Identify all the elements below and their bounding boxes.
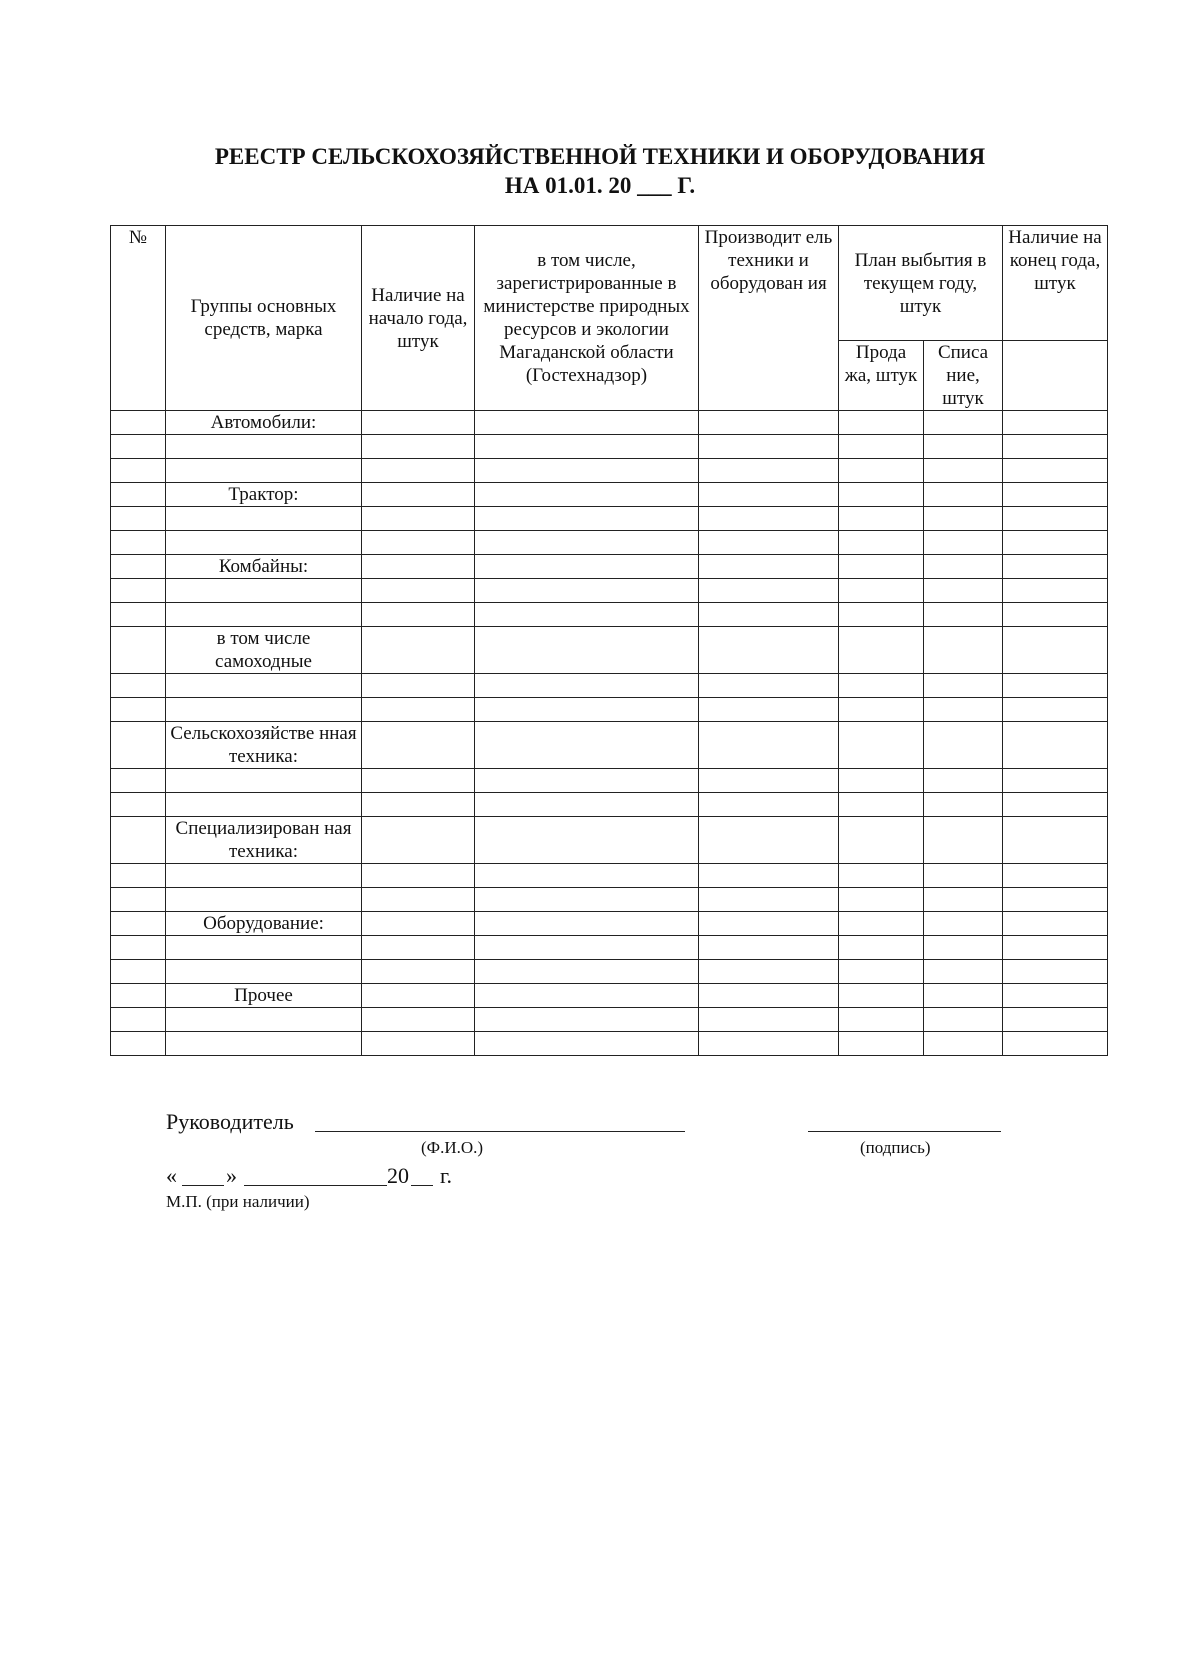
table-cell[interactable] bbox=[111, 912, 166, 936]
row-label bbox=[166, 698, 362, 722]
table-cell[interactable] bbox=[699, 722, 839, 769]
table-cell[interactable] bbox=[839, 603, 924, 627]
table-cell[interactable] bbox=[924, 627, 1003, 674]
table-row bbox=[111, 674, 1108, 698]
table-cell[interactable] bbox=[362, 1032, 475, 1056]
table-cell[interactable] bbox=[111, 864, 166, 888]
table-cell[interactable] bbox=[924, 555, 1003, 579]
table-cell[interactable] bbox=[475, 888, 699, 912]
table-cell[interactable] bbox=[111, 698, 166, 722]
stamp-note: М.П. (при наличии) bbox=[166, 1192, 310, 1211]
table-row bbox=[111, 507, 1108, 531]
row-label: Оборудование: bbox=[166, 912, 362, 936]
row-label: в том числе самоходные bbox=[166, 627, 362, 674]
table-cell[interactable] bbox=[362, 793, 475, 817]
table-cell[interactable] bbox=[699, 936, 839, 960]
table-cell[interactable] bbox=[924, 1032, 1003, 1056]
table-cell[interactable] bbox=[839, 579, 924, 603]
table-cell[interactable] bbox=[1003, 936, 1108, 960]
table-cell[interactable] bbox=[362, 459, 475, 483]
row-label bbox=[166, 603, 362, 627]
table-cell[interactable] bbox=[475, 722, 699, 769]
table-cell[interactable] bbox=[1003, 769, 1108, 793]
table-cell[interactable] bbox=[475, 912, 699, 936]
table-cell[interactable] bbox=[924, 984, 1003, 1008]
table-cell[interactable] bbox=[111, 960, 166, 984]
table-cell[interactable] bbox=[839, 411, 924, 435]
table-cell[interactable] bbox=[111, 1032, 166, 1056]
table-cell[interactable] bbox=[111, 555, 166, 579]
table-cell[interactable] bbox=[839, 817, 924, 864]
table-cell[interactable] bbox=[699, 603, 839, 627]
table-cell[interactable] bbox=[1003, 864, 1108, 888]
table-cell[interactable] bbox=[839, 984, 924, 1008]
table-cell[interactable] bbox=[839, 435, 924, 459]
document-title bbox=[0, 142, 1200, 200]
table-cell[interactable] bbox=[699, 864, 839, 888]
table-cell[interactable] bbox=[362, 674, 475, 698]
table-cell[interactable] bbox=[111, 888, 166, 912]
table-cell[interactable] bbox=[699, 912, 839, 936]
table-cell[interactable] bbox=[699, 531, 839, 555]
header-sale: Прода жа, штук bbox=[839, 341, 924, 411]
table-cell[interactable] bbox=[111, 1008, 166, 1032]
table-cell[interactable] bbox=[1003, 698, 1108, 722]
table-row bbox=[111, 793, 1108, 817]
table-cell[interactable] bbox=[475, 435, 699, 459]
table-cell[interactable] bbox=[111, 984, 166, 1008]
table-cell[interactable] bbox=[839, 1032, 924, 1056]
date-day-line[interactable] bbox=[182, 1185, 224, 1186]
table-cell[interactable] bbox=[924, 864, 1003, 888]
table-cell[interactable] bbox=[924, 817, 1003, 864]
table-cell[interactable] bbox=[1003, 984, 1108, 1008]
table-cell[interactable] bbox=[475, 603, 699, 627]
table-row bbox=[111, 722, 1108, 769]
table-cell[interactable] bbox=[475, 507, 699, 531]
title-line-2: НА 01.01. 20 ___ Г. bbox=[504, 173, 696, 198]
table-cell[interactable] bbox=[475, 984, 699, 1008]
table-cell[interactable] bbox=[699, 674, 839, 698]
table-cell[interactable] bbox=[699, 960, 839, 984]
table-row bbox=[111, 1008, 1108, 1032]
table-cell[interactable] bbox=[839, 507, 924, 531]
table-row bbox=[111, 888, 1108, 912]
row-label bbox=[166, 507, 362, 531]
row-label bbox=[166, 769, 362, 793]
table-cell[interactable] bbox=[924, 459, 1003, 483]
table-cell[interactable] bbox=[362, 1008, 475, 1032]
year-line[interactable] bbox=[411, 1185, 433, 1186]
table-cell[interactable] bbox=[839, 793, 924, 817]
table-cell[interactable] bbox=[475, 936, 699, 960]
table-cell[interactable] bbox=[111, 817, 166, 864]
table-cell[interactable] bbox=[1003, 627, 1108, 674]
table-cell[interactable] bbox=[362, 698, 475, 722]
table-cell[interactable] bbox=[362, 960, 475, 984]
table-cell[interactable] bbox=[699, 888, 839, 912]
row-label bbox=[166, 435, 362, 459]
table-cell[interactable] bbox=[839, 912, 924, 936]
table-cell[interactable] bbox=[362, 888, 475, 912]
table-cell[interactable] bbox=[924, 435, 1003, 459]
signature-line[interactable] bbox=[808, 1131, 1001, 1132]
table-cell[interactable] bbox=[1003, 912, 1108, 936]
header-registered: в том числе, зарегистрированные в министерстве природных ресурсов и экологии Магаданской области (Гостехнадзор) bbox=[475, 226, 699, 411]
table-cell[interactable] bbox=[699, 1032, 839, 1056]
table-cell[interactable] bbox=[699, 698, 839, 722]
table-cell[interactable] bbox=[111, 674, 166, 698]
table-cell[interactable] bbox=[839, 722, 924, 769]
row-label bbox=[166, 1032, 362, 1056]
table-cell[interactable] bbox=[1003, 411, 1108, 435]
table-cell[interactable] bbox=[924, 722, 1003, 769]
table-cell[interactable] bbox=[699, 555, 839, 579]
table-row bbox=[111, 817, 1108, 864]
header-end: Наличие на конец года, штук bbox=[1003, 226, 1108, 341]
header-groups: Группы основных средств, марка bbox=[166, 226, 362, 411]
year-suffix: г. bbox=[440, 1163, 453, 1188]
table-cell[interactable] bbox=[839, 483, 924, 507]
table-row bbox=[111, 769, 1108, 793]
table-cell[interactable] bbox=[924, 960, 1003, 984]
table-cell[interactable] bbox=[1003, 674, 1108, 698]
header-writeoff: Списа ние, штук bbox=[924, 341, 1003, 411]
table-cell[interactable] bbox=[699, 411, 839, 435]
date-close-quote: » bbox=[226, 1163, 237, 1188]
table-cell[interactable] bbox=[362, 936, 475, 960]
table-cell[interactable] bbox=[699, 817, 839, 864]
table-cell[interactable] bbox=[1003, 459, 1108, 483]
row-label bbox=[166, 459, 362, 483]
row-label bbox=[166, 674, 362, 698]
table-cell[interactable] bbox=[475, 1008, 699, 1032]
table-cell[interactable] bbox=[111, 483, 166, 507]
table-cell[interactable] bbox=[475, 555, 699, 579]
table-cell[interactable] bbox=[475, 960, 699, 984]
table-row bbox=[111, 483, 1108, 507]
table-row bbox=[111, 960, 1108, 984]
row-label: Автомобили: bbox=[166, 411, 362, 435]
table-cell[interactable] bbox=[362, 769, 475, 793]
header-plan: План выбытия в текущем году, штук bbox=[839, 226, 1003, 341]
date-open-quote: « bbox=[166, 1163, 177, 1188]
table-cell[interactable] bbox=[362, 984, 475, 1008]
table-row bbox=[111, 531, 1108, 555]
table-row bbox=[111, 1032, 1108, 1056]
table-cell[interactable] bbox=[924, 674, 1003, 698]
table-cell[interactable] bbox=[1003, 1008, 1108, 1032]
register-table bbox=[110, 225, 1108, 1056]
table-cell[interactable] bbox=[1003, 1032, 1108, 1056]
row-label bbox=[166, 531, 362, 555]
table-cell[interactable] bbox=[924, 698, 1003, 722]
table-cell[interactable] bbox=[111, 793, 166, 817]
row-label: Специализирован ная техника: bbox=[166, 817, 362, 864]
table-cell[interactable] bbox=[362, 603, 475, 627]
table-cell[interactable] bbox=[839, 960, 924, 984]
table-row bbox=[111, 627, 1108, 674]
table-cell[interactable] bbox=[111, 603, 166, 627]
table-cell[interactable] bbox=[475, 579, 699, 603]
table-cell[interactable] bbox=[1003, 888, 1108, 912]
table-cell[interactable] bbox=[699, 507, 839, 531]
table-cell[interactable] bbox=[699, 769, 839, 793]
table-cell[interactable] bbox=[924, 912, 1003, 936]
row-label: Трактор: bbox=[166, 483, 362, 507]
row-label bbox=[166, 936, 362, 960]
table-cell[interactable] bbox=[839, 1008, 924, 1032]
table-cell[interactable] bbox=[924, 769, 1003, 793]
table-cell[interactable] bbox=[475, 531, 699, 555]
table-cell[interactable] bbox=[475, 627, 699, 674]
row-label: Комбайны: bbox=[166, 555, 362, 579]
table-cell[interactable] bbox=[699, 435, 839, 459]
table-cell[interactable] bbox=[111, 722, 166, 769]
header-end-blank bbox=[1003, 341, 1108, 411]
fio-line[interactable] bbox=[315, 1131, 685, 1132]
year-prefix: 20 bbox=[387, 1163, 409, 1188]
table-cell[interactable] bbox=[475, 793, 699, 817]
table-cell[interactable] bbox=[475, 674, 699, 698]
table-cell[interactable] bbox=[362, 864, 475, 888]
table-cell[interactable] bbox=[111, 411, 166, 435]
table-row bbox=[111, 579, 1108, 603]
table-cell[interactable] bbox=[111, 507, 166, 531]
table-cell[interactable] bbox=[699, 483, 839, 507]
date-month-line[interactable] bbox=[244, 1185, 387, 1186]
table-cell[interactable] bbox=[924, 793, 1003, 817]
table-row bbox=[111, 411, 1108, 435]
table-row bbox=[111, 984, 1108, 1008]
table-cell[interactable] bbox=[839, 936, 924, 960]
table-cell[interactable] bbox=[924, 579, 1003, 603]
row-label: Прочее bbox=[166, 984, 362, 1008]
table-row bbox=[111, 864, 1108, 888]
table-cell[interactable] bbox=[111, 579, 166, 603]
table-cell[interactable] bbox=[924, 1008, 1003, 1032]
table-cell[interactable] bbox=[475, 698, 699, 722]
table-cell[interactable] bbox=[111, 936, 166, 960]
table-cell[interactable] bbox=[1003, 483, 1108, 507]
table-row bbox=[111, 936, 1108, 960]
table-cell[interactable] bbox=[111, 435, 166, 459]
table-row bbox=[111, 912, 1108, 936]
table-cell[interactable] bbox=[1003, 555, 1108, 579]
table-cell[interactable] bbox=[475, 769, 699, 793]
table-cell[interactable] bbox=[362, 627, 475, 674]
row-label bbox=[166, 960, 362, 984]
table-cell[interactable] bbox=[1003, 817, 1108, 864]
table-cell[interactable] bbox=[111, 769, 166, 793]
table-cell[interactable] bbox=[362, 722, 475, 769]
header-manufacturer: Производит ель техники и оборудован ия bbox=[699, 226, 839, 411]
fio-caption: (Ф.И.О.) bbox=[421, 1138, 484, 1157]
table-cell[interactable] bbox=[111, 459, 166, 483]
table-row bbox=[111, 459, 1108, 483]
table-row bbox=[111, 698, 1108, 722]
table-cell[interactable] bbox=[924, 483, 1003, 507]
table-cell[interactable] bbox=[839, 888, 924, 912]
row-label bbox=[166, 864, 362, 888]
table-cell[interactable] bbox=[362, 507, 475, 531]
table-row bbox=[111, 435, 1108, 459]
table-cell[interactable] bbox=[1003, 531, 1108, 555]
row-label bbox=[166, 793, 362, 817]
table-cell[interactable] bbox=[475, 1032, 699, 1056]
table-cell[interactable] bbox=[362, 579, 475, 603]
table-cell[interactable] bbox=[839, 674, 924, 698]
header-start: Наличие на начало года, штук bbox=[362, 226, 475, 411]
table-cell[interactable] bbox=[699, 579, 839, 603]
table-cell[interactable] bbox=[475, 864, 699, 888]
table-cell[interactable] bbox=[699, 984, 839, 1008]
table-cell[interactable] bbox=[362, 483, 475, 507]
table-cell[interactable] bbox=[839, 769, 924, 793]
table-cell[interactable] bbox=[699, 459, 839, 483]
table-row bbox=[111, 555, 1108, 579]
table-cell[interactable] bbox=[839, 459, 924, 483]
table-cell[interactable] bbox=[1003, 435, 1108, 459]
table-cell[interactable] bbox=[924, 531, 1003, 555]
table-cell[interactable] bbox=[1003, 722, 1108, 769]
table-cell[interactable] bbox=[839, 555, 924, 579]
table-cell[interactable] bbox=[475, 483, 699, 507]
table-cell[interactable] bbox=[362, 411, 475, 435]
table-cell[interactable] bbox=[699, 1008, 839, 1032]
row-label bbox=[166, 579, 362, 603]
header-num: № bbox=[111, 226, 166, 411]
table-cell[interactable] bbox=[111, 627, 166, 674]
table-cell[interactable] bbox=[839, 531, 924, 555]
table-cell[interactable] bbox=[924, 603, 1003, 627]
table-cell[interactable] bbox=[362, 435, 475, 459]
sign-caption: (подпись) bbox=[860, 1138, 931, 1157]
table-cell[interactable] bbox=[1003, 579, 1108, 603]
table-cell[interactable] bbox=[839, 864, 924, 888]
table-cell[interactable] bbox=[924, 507, 1003, 531]
table-cell[interactable] bbox=[924, 888, 1003, 912]
table-cell[interactable] bbox=[839, 627, 924, 674]
table-cell[interactable] bbox=[475, 817, 699, 864]
row-label bbox=[166, 888, 362, 912]
row-label: Сельскохозяйстве нная техника: bbox=[166, 722, 362, 769]
table-cell[interactable] bbox=[699, 627, 839, 674]
title-line-1: РЕЕСТР СЕЛЬСКОХОЗЯЙСТВЕННОЙ ТЕХНИКИ И ОБОРУДОВАНИЯ bbox=[214, 144, 986, 169]
table-cell[interactable] bbox=[362, 531, 475, 555]
head-label: Руководитель bbox=[166, 1109, 294, 1134]
table-cell[interactable] bbox=[924, 411, 1003, 435]
table-cell[interactable] bbox=[362, 555, 475, 579]
table-row bbox=[111, 603, 1108, 627]
table-cell[interactable] bbox=[475, 411, 699, 435]
table-cell[interactable] bbox=[1003, 603, 1108, 627]
table-cell[interactable] bbox=[1003, 793, 1108, 817]
row-label bbox=[166, 1008, 362, 1032]
table-cell[interactable] bbox=[1003, 960, 1108, 984]
table-cell[interactable] bbox=[1003, 507, 1108, 531]
table-cell[interactable] bbox=[475, 459, 699, 483]
table-cell[interactable] bbox=[362, 912, 475, 936]
table-cell[interactable] bbox=[111, 531, 166, 555]
table-cell[interactable] bbox=[362, 817, 475, 864]
table-cell[interactable] bbox=[839, 698, 924, 722]
table-cell[interactable] bbox=[699, 793, 839, 817]
table-cell[interactable] bbox=[924, 936, 1003, 960]
